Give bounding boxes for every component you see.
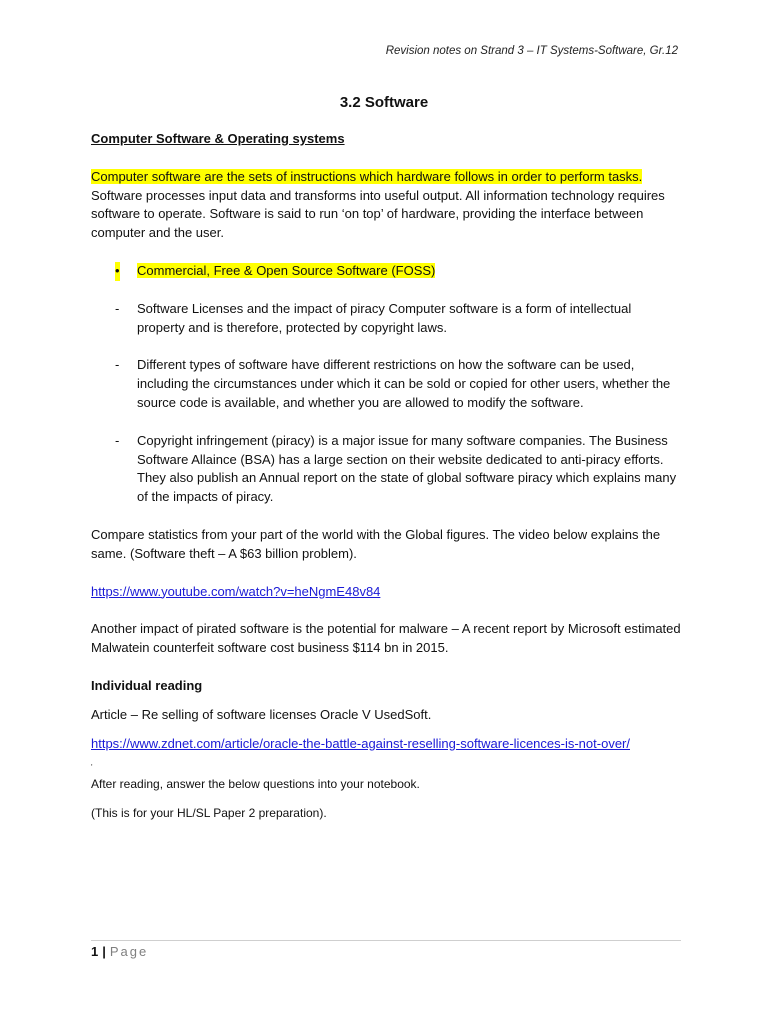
malware-paragraph: Another impact of pirated software is the potential for malware – A recent report by Microsoft estimated Malwatein counterfeit software cost business $114 bn in 2015.: [91, 621, 681, 656]
intro-rest: Software processes input data and transforms into useful output. All information technology requires software to operate. Software is said to run ‘on top’ of hardware, providing the interface between computer and the user.: [91, 187, 665, 241]
article-paragraph: Article – Re selling of software licenses Oracle V UsedSoft.: [91, 706, 432, 722]
bullet-icon: •: [115, 262, 120, 281]
zdnet-link[interactable]: https://www.zdnet.com/article/oracle-the-battle-against-reselling-software-licences-is-not-over/: [91, 735, 630, 751]
page-label: Page: [109, 944, 149, 959]
dash-icon: -: [115, 432, 120, 448]
stray-mark: ': [91, 763, 93, 773]
individual-reading-heading: Individual reading: [91, 677, 203, 693]
compare-paragraph: Compare statistics from your part of the world with the Global figures. The video below explains the same. (Software theft – A $63 billion problem).: [91, 526, 661, 561]
youtube-link[interactable]: https://www.youtube.com/watch?v=heNgmE48v84: [91, 583, 381, 599]
subheading: Computer Software & Operating systems: [91, 131, 345, 146]
intro-paragraph: [91, 168, 681, 243]
dash-item-text: Software Licenses and the impact of piracy Computer software is a form of intellectual property and is therefore, protected by copyright laws.: [137, 300, 632, 335]
dash-item-restrictions: [91, 356, 681, 412]
highlighted-definition: Computer software are the sets of instructions which hardware follows in order to perform tasks.: [91, 168, 643, 184]
dash-item-licenses: [91, 300, 681, 338]
dash-item-piracy: [91, 432, 681, 507]
section-title: 3.2 Software: [339, 94, 429, 111]
dash-icon: -: [115, 357, 120, 373]
dash-item-text: Copyright infringement (piracy) is a major issue for many software companies. The Business Software Allaince (BSA) has a large section on their website dedicated to anti-piracy efforts. They also publish an Annual report on the state of global software piracy which explains many of the impacts of piracy.: [137, 432, 677, 505]
dash-item-text: Different types of software have different restrictions on how the software can be used, including the circumstances under which it can be sold or copied for other users, whether the source code is available, and whether you are allowed to modify the software.: [137, 357, 671, 410]
bullet-text: Commercial, Free & Open Source Software (FOSS): [137, 262, 436, 278]
footer-divider: [91, 940, 681, 941]
prep-note: (This is for your HL/SL Paper 2 preparation).: [91, 806, 327, 821]
page-footer: [91, 944, 148, 959]
bullet-item: [91, 262, 681, 281]
after-reading-instruction: After reading, answer the below questions into your notebook.: [91, 777, 420, 792]
document-body: [91, 130, 681, 833]
page-separator: |: [102, 944, 106, 959]
dash-icon: -: [115, 300, 120, 316]
page-number: 1: [91, 944, 99, 959]
running-header: Revision notes on Strand 3 – IT Systems-Software, Gr.12: [385, 45, 678, 57]
